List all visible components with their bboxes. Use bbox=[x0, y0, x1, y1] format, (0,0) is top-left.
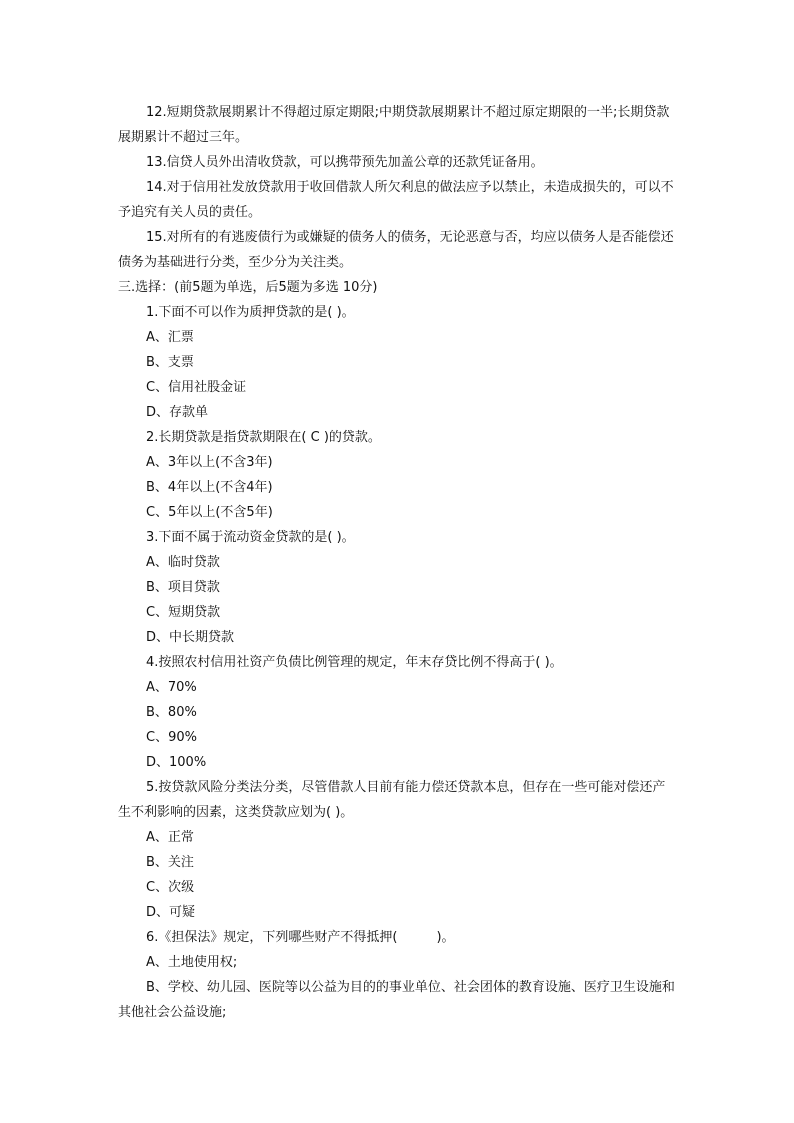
question-2-option-c: C、5年以上(不含5年) bbox=[146, 505, 273, 520]
question-5-stem: 5.按贷款风险分类法分类，尽管借款人目前有能力偿还贷款本息，但存在一些可能对偿还产生不利影响的因素，这类贷款应划为( )。 bbox=[118, 780, 666, 820]
question-3-option-c: C、短期贷款 bbox=[146, 605, 221, 620]
question-1-option-c: C、信用社股金证 bbox=[146, 380, 247, 395]
document-body bbox=[118, 100, 678, 1025]
question-4-option-a: A、70% bbox=[146, 680, 197, 695]
question-1-stem: 1.下面不可以作为质押贷款的是( )。 bbox=[146, 305, 355, 320]
judgement-item-15: 15.对所有的有逃废债行为或嫌疑的债务人的债务，无论恶意与否，均应以债务人是否能偿还债务为基础进行分类，至少分为关注类。 bbox=[118, 230, 674, 270]
question-3-option-b: B、项目贷款 bbox=[146, 580, 220, 595]
question-5-option-d: D、可疑 bbox=[146, 905, 196, 920]
section-heading-choice: 三.选择：(前5题为单选，后5题为多选 10分) bbox=[118, 280, 378, 295]
judgement-item-14: 14.对于信用社发放贷款用于收回借款人所欠利息的做法应予以禁止，未造成损失的，可以不予追究有关人员的责任。 bbox=[118, 180, 674, 220]
question-5-option-c: C、次级 bbox=[146, 880, 195, 895]
question-3-option-d: D、中长期贷款 bbox=[146, 630, 235, 645]
judgement-item-12: 12.短期贷款展期累计不得超过原定期限;中期贷款展期累计不超过原定期限的一半;长期贷款展期累计不超过三年。 bbox=[118, 105, 670, 145]
question-4-option-b: B、80% bbox=[146, 705, 197, 720]
question-5-option-a: A、正常 bbox=[146, 830, 194, 845]
question-6-stem: 6.《担保法》规定，下列哪些财产不得抵押( )。 bbox=[146, 930, 455, 945]
question-3-stem: 3.下面不属于流动资金贷款的是( )。 bbox=[146, 530, 355, 545]
question-6-option-a: A、土地使用权; bbox=[146, 955, 238, 970]
question-4-option-c: C、90% bbox=[146, 730, 197, 745]
judgement-item-13: 13.信贷人员外出清收贷款，可以携带预先加盖公章的还款凭证备用。 bbox=[146, 155, 544, 170]
question-1-option-a: A、汇票 bbox=[146, 330, 194, 345]
question-2-stem: 2.长期贷款是指贷款期限在( C )的贷款。 bbox=[146, 430, 381, 445]
question-1-option-b: B、支票 bbox=[146, 355, 194, 370]
question-5-option-b: B、关注 bbox=[146, 855, 194, 870]
question-6-option-b: B、学校、幼儿园、医院等以公益为目的的事业单位、社会团体的教育设施、医疗卫生设施和其他社会公益设施; bbox=[118, 980, 675, 1020]
question-4-stem: 4.按照农村信用社资产负债比例管理的规定，年末存贷比例不得高于( )。 bbox=[146, 655, 563, 670]
question-1-option-d: D、存款单 bbox=[146, 405, 209, 420]
question-4-option-d: D、100% bbox=[146, 755, 207, 770]
question-2-option-b: B、4年以上(不含4年) bbox=[146, 480, 273, 495]
question-2-option-a: A、3年以上(不含3年) bbox=[146, 455, 273, 470]
question-3-option-a: A、临时贷款 bbox=[146, 555, 220, 570]
